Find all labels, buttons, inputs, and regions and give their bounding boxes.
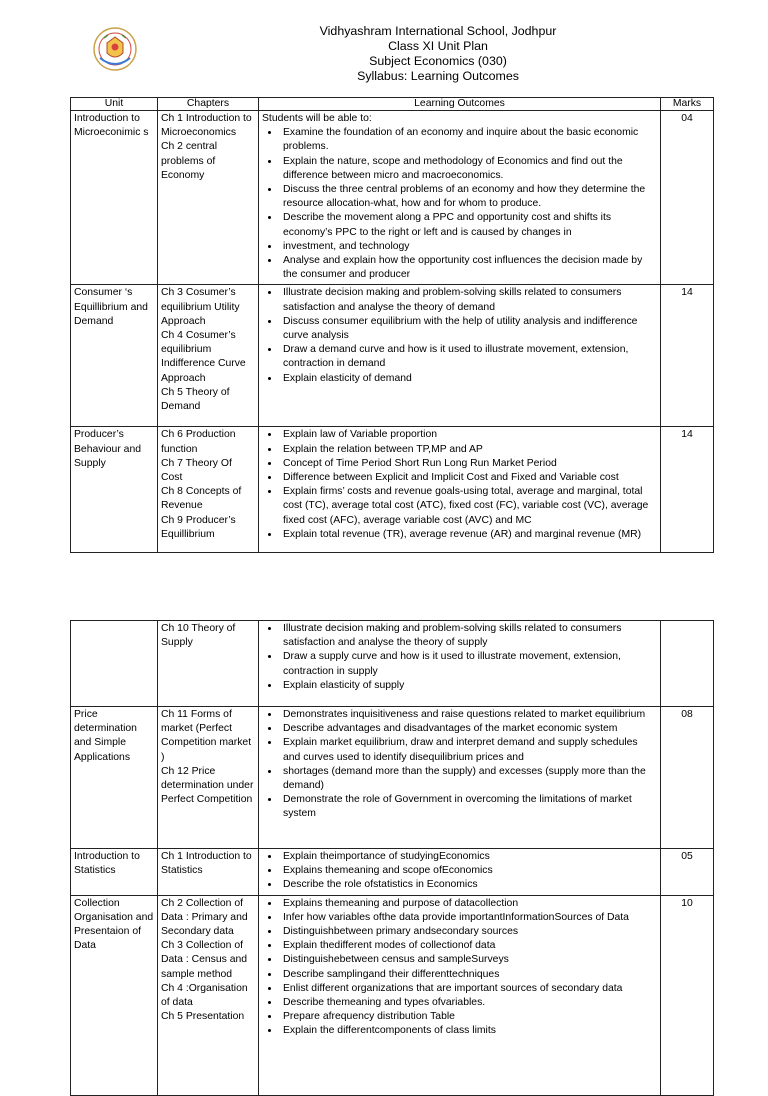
learning-outcomes-cell bbox=[259, 111, 661, 285]
chapter-name: Ch 6 Production function bbox=[161, 429, 236, 455]
outcome-item: • Illustrate decision making and problem-solving skills related to consumers satisfaction and analyse the theory of demand bbox=[280, 286, 657, 314]
unit-cell: Collection Organisation and Presentaion of Data bbox=[71, 895, 158, 1095]
outcome-item: • shortages (demand more than the supply) and excesses (supply more than the demand) bbox=[280, 765, 657, 793]
syllabus-title: Syllabus: Learning Outcomes bbox=[357, 69, 519, 83]
marks-cell: 14 bbox=[661, 285, 714, 427]
class-plan-title: Class XI Unit Plan bbox=[388, 39, 488, 53]
outcome-item: • Describe themeaning and types ofvariables. bbox=[280, 996, 657, 1010]
outcome-item: • Explain theimportance of studyingEconomics bbox=[280, 850, 657, 864]
chapter-name: Ch 12 Price determination under Perfect Competition bbox=[161, 765, 254, 806]
outcome-item: • Explain the differentcomponents of class limits bbox=[280, 1024, 657, 1038]
chapter-name: Ch 4 Cosumer’s equilibrium Indifference Curve Approach bbox=[161, 330, 246, 384]
outcome-item: • Infer how variables ofthe data provide importantInformationSources of Data bbox=[280, 911, 657, 925]
column-header-marks: Marks bbox=[661, 98, 714, 111]
chapter-name: Ch 2 Collection of Data : Primary and Secondary data bbox=[161, 897, 248, 938]
chapters-cell bbox=[158, 427, 259, 553]
unit-cell: Introduction to Statistics bbox=[71, 849, 158, 896]
outcome-item: • Discuss the three central problems of an economy and how they determine the resource allocation-what, how and for whom to produce. bbox=[280, 183, 657, 211]
marks-cell: 10 bbox=[661, 895, 714, 1095]
outcome-item: • Explain elasticity of demand bbox=[280, 372, 657, 386]
outcome-item: • Difference between Explicit and Implicit Cost and Fixed and Variable cost bbox=[280, 471, 657, 485]
table-row bbox=[71, 621, 714, 707]
document-header bbox=[0, 24, 768, 84]
outcome-item: • Explain elasticity of supply bbox=[280, 679, 657, 693]
outcome-item: • Describe samplingand their differenttechniques bbox=[280, 968, 657, 982]
outcome-item: • Explain thedifferent modes of collectionof data bbox=[280, 939, 657, 953]
outcome-item: • Explains themeaning and purpose of datacollection bbox=[280, 897, 657, 911]
unit-cell: Consumer ‘s Equillibrium and Demand bbox=[71, 285, 158, 427]
outcome-item: • Examine the foundation of an economy and inquire about the basic economic problems. bbox=[280, 126, 657, 154]
learning-outcomes-cell bbox=[259, 285, 661, 427]
chapter-name: Ch 5 Theory of Demand bbox=[161, 386, 230, 413]
column-header-unit: Unit bbox=[71, 98, 158, 111]
outcomes-list bbox=[262, 622, 657, 693]
column-header-learning-outcomes: Learning Outcomes bbox=[259, 98, 661, 111]
outcome-item: • Explain market equilibrium, draw and interpret demand and supply schedules and curves used to identify disequilibrium prices and bbox=[280, 736, 657, 764]
outcome-item: • Demonstrates inquisitiveness and raise questions related to market equilibrium bbox=[280, 708, 657, 722]
learning-outcomes-cell bbox=[259, 427, 661, 553]
unit-cell: Producer’s Behaviour and Supply bbox=[71, 427, 158, 553]
outcome-item: • Explain firms’ costs and revenue goals-using total, average and marginal, total cost (TC), average total cost (ATC), fixed cost (FC), variable cost (VC), average fixed cost (AFC), average variable cost (AVC) and MC bbox=[280, 485, 657, 528]
chapters-cell bbox=[158, 111, 259, 285]
learning-outcomes-cell bbox=[259, 895, 661, 1095]
chapters-cell bbox=[158, 707, 259, 849]
page-break bbox=[0, 555, 768, 620]
chapter-name: Ch 1 Introduction to Microeconomics bbox=[161, 113, 252, 139]
outcome-item: • Concept of Time Period Short Run Long Run Market Period bbox=[280, 457, 657, 471]
unit-plan-table-page1 bbox=[70, 97, 714, 553]
outcomes-list bbox=[262, 126, 657, 282]
outcomes-list bbox=[262, 708, 657, 822]
outcome-item: • Demonstrate the role of Government in overcoming the limitations of market system bbox=[280, 793, 657, 821]
table-row bbox=[71, 111, 714, 285]
subject-title: Subject Economics (030) bbox=[369, 54, 507, 68]
chapter-name: Ch 7 Theory Of Cost bbox=[161, 457, 232, 484]
outcome-item: • Describe the movement along a PPC and opportunity cost and shifts its economy’s PPC to the right or left and is caused by changes in bbox=[280, 211, 657, 239]
chapters-cell bbox=[158, 849, 259, 896]
chapter-name: Ch 5 Presentation bbox=[161, 1011, 245, 1023]
chapter-name: Ch 4 :Organisation of data bbox=[161, 982, 248, 1009]
outcome-item: • Discuss consumer equilibrium with the help of utility analysis and indifference curve analysis bbox=[280, 315, 657, 343]
outcome-item: • Enlist different organizations that are important sources of secondary data bbox=[280, 982, 657, 996]
unit-cell: Introduction to Microeconimic s bbox=[71, 111, 158, 285]
learning-outcomes-cell bbox=[259, 849, 661, 896]
chapter-name: Ch 1 Introduction to Statistics bbox=[161, 851, 252, 877]
outcome-item: • Explain the nature, scope and methodology of Economics and find out the difference between micro and macroeconomics. bbox=[280, 155, 657, 183]
chapter-name: Ch 10 Theory of Supply bbox=[161, 623, 236, 649]
marks-cell: 05 bbox=[661, 849, 714, 896]
marks-cell: 04 bbox=[661, 111, 714, 285]
unit-cell bbox=[71, 621, 158, 707]
outcome-item: • Draw a demand curve and how is it used to illustrate movement, extension, contraction in demand bbox=[280, 343, 657, 371]
chapters-cell bbox=[158, 621, 259, 707]
outcome-item: • Prepare afrequency distribution Table bbox=[280, 1010, 657, 1024]
outcome-item: • investment, and technology bbox=[280, 240, 657, 254]
table-row bbox=[71, 427, 714, 553]
table-row bbox=[71, 285, 714, 427]
outcome-item: • Distinguishebetween census and sampleSurveys bbox=[280, 953, 657, 967]
outcome-item: • Draw a supply curve and how is it used to illustrate movement, extension, contraction in supply bbox=[280, 650, 657, 678]
chapter-name: Ch 3 Cosumer’s equilibrium Utility Approach bbox=[161, 287, 240, 327]
outcomes-list bbox=[262, 897, 657, 1039]
table-row bbox=[71, 707, 714, 849]
outcome-item: • Describe the role ofstatistics in Economics bbox=[280, 878, 657, 892]
learning-outcomes-cell bbox=[259, 707, 661, 849]
chapter-name: Ch 11 Forms of market (Perfect Competition market ) bbox=[161, 709, 252, 763]
outcomes-list bbox=[262, 850, 657, 893]
chapter-name: Ch 9 Producer’s Equillibrium bbox=[161, 514, 236, 540]
outcomes-list bbox=[262, 286, 657, 385]
column-header-chapters: Chapters bbox=[158, 98, 259, 111]
outcome-item: • Explain total revenue (TR), average revenue (AR) and marginal revenue (MR) bbox=[280, 528, 657, 542]
table-header-row bbox=[71, 98, 714, 111]
chapters-cell bbox=[158, 285, 259, 427]
outcome-item: • Explain the relation between TP,MP and AP bbox=[280, 443, 657, 457]
outcome-item: • Illustrate decision making and problem-solving skills related to consumers satisfaction and analyse the theory of supply bbox=[280, 622, 657, 650]
chapter-name: Ch 3 Collection of Data : Census and sample method bbox=[161, 940, 248, 980]
outcomes-list bbox=[262, 428, 657, 542]
chapter-name: Ch 8 Concepts of Revenue bbox=[161, 486, 242, 512]
unit-plan-table-page2 bbox=[70, 620, 714, 1096]
marks-cell: 08 bbox=[661, 707, 714, 849]
chapter-name: Ch 2 central problems of Economy bbox=[161, 141, 218, 181]
school-name: Vidhyashram International School, Jodhpur bbox=[319, 24, 557, 38]
outcome-item: • Explains themeaning and scope ofEconomics bbox=[280, 864, 657, 878]
unit-cell: Price determination and Simple Applications bbox=[71, 707, 158, 849]
marks-cell bbox=[661, 621, 714, 707]
outcomes-intro: Students will be able to: bbox=[262, 113, 372, 124]
chapters-cell bbox=[158, 895, 259, 1095]
outcome-item: • Describe advantages and disadvantages of the market economic system bbox=[280, 722, 657, 736]
outcome-item: • Analyse and explain how the opportunity cost influences the decision made by the consumer and producer bbox=[280, 254, 657, 282]
table-row bbox=[71, 895, 714, 1095]
learning-outcomes-cell bbox=[259, 621, 661, 707]
table-row bbox=[71, 849, 714, 896]
marks-cell: 14 bbox=[661, 427, 714, 553]
outcome-item: • Distinguishbetween primary andsecondary sources bbox=[280, 925, 657, 939]
outcome-item: • Explain law of Variable proportion bbox=[280, 428, 657, 442]
